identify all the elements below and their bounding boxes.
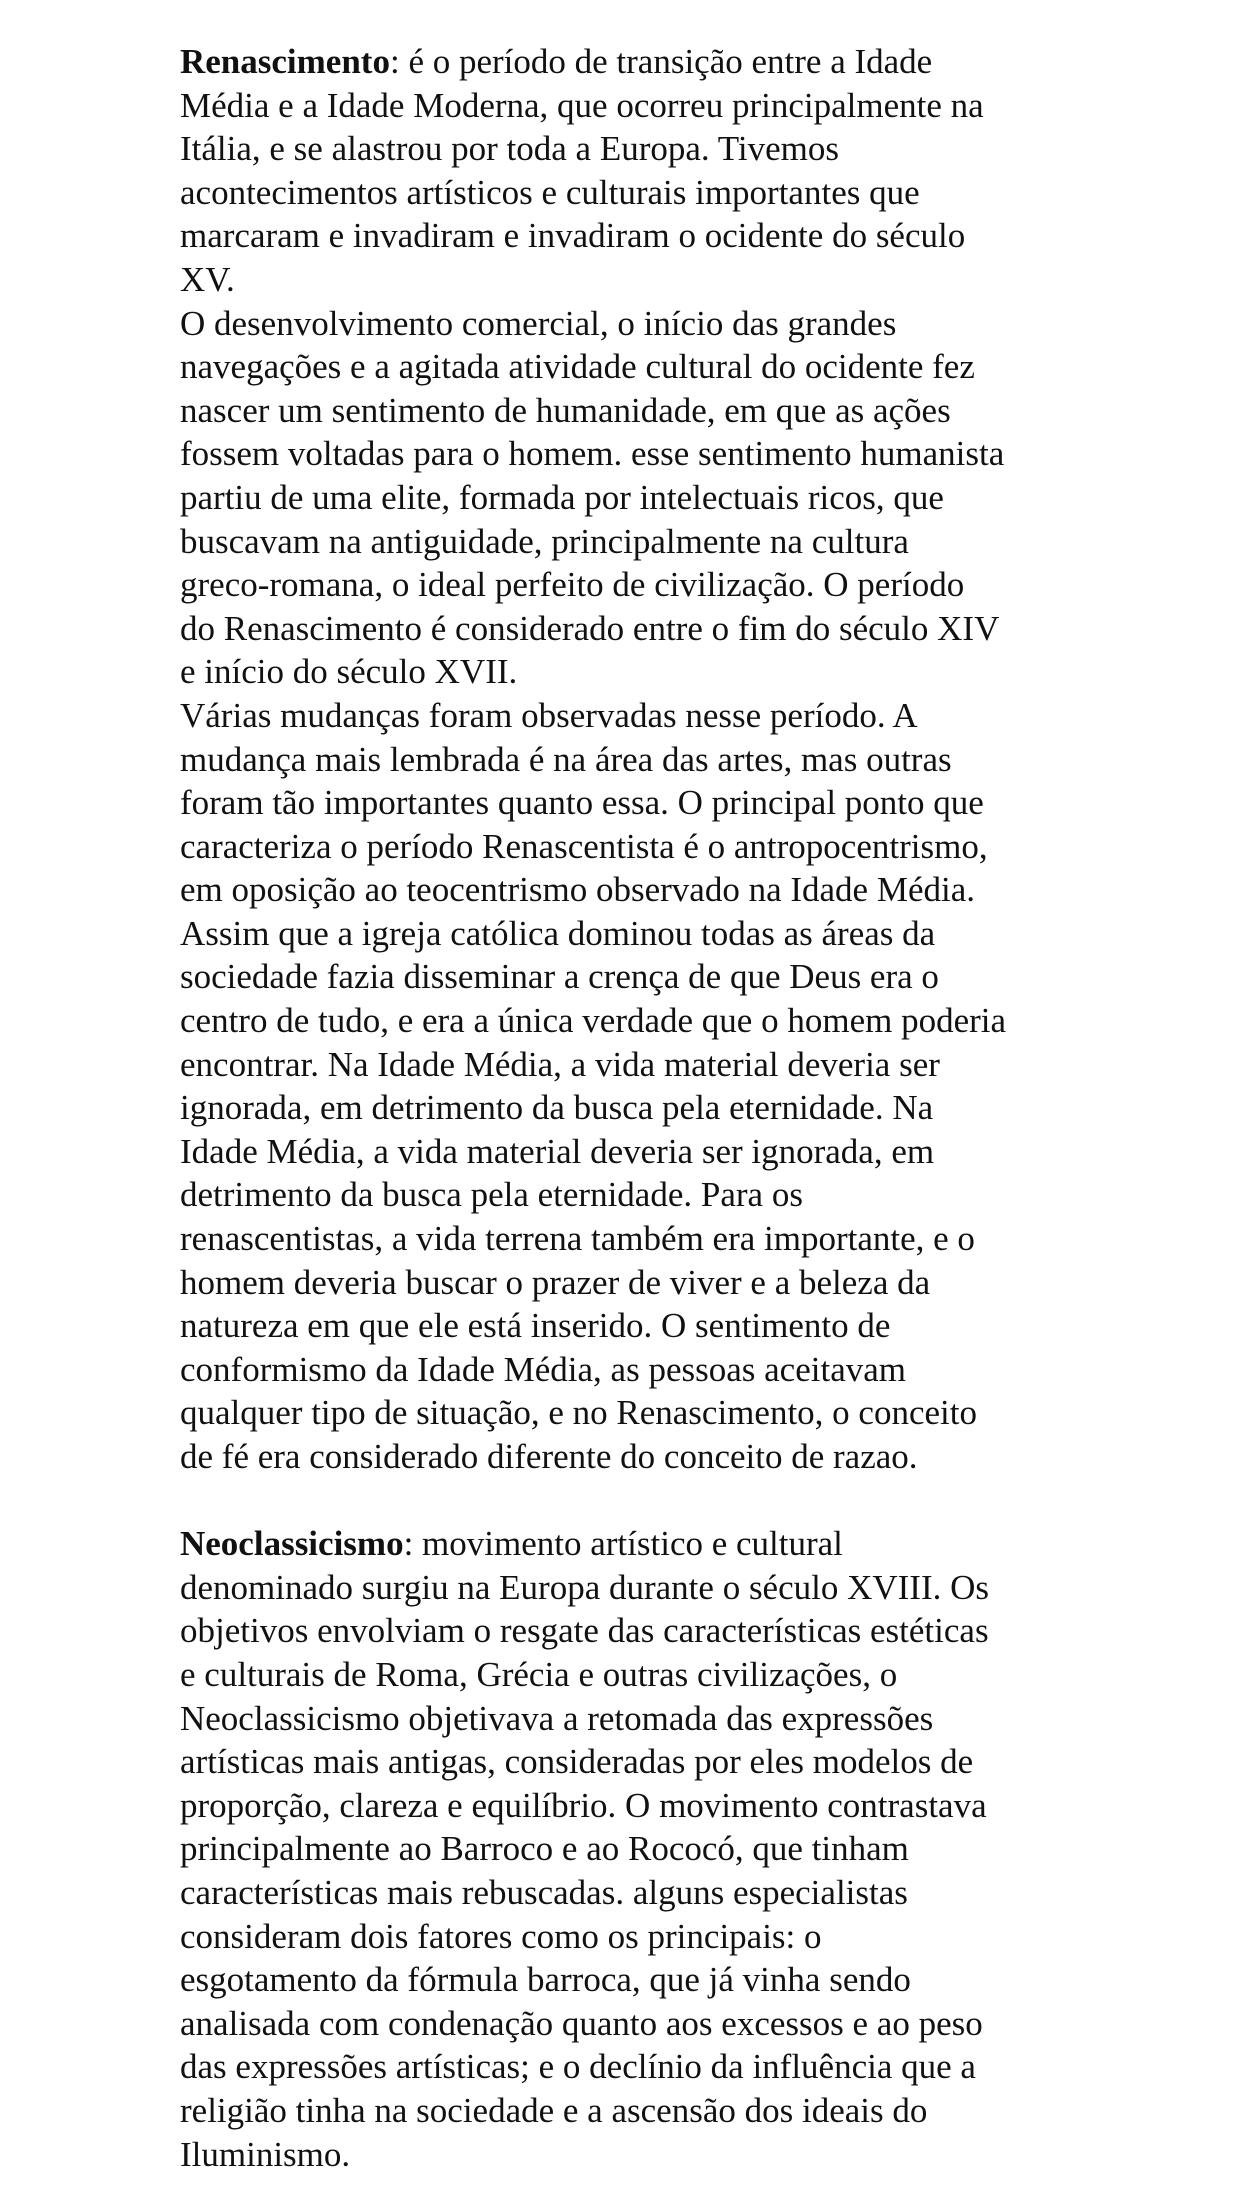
text-line: proporção, clareza e equilíbrio. O movimento contrastava	[180, 1785, 987, 1825]
text-line: Idade Média, a vida material deveria ser ignorada, em	[180, 1131, 935, 1171]
paragraph-gap	[180, 1479, 1180, 1523]
text-line: e culturais de Roma, Grécia e outras civilizações, o	[180, 1654, 898, 1694]
text-line: consideram dois fatores como os principais: o	[180, 1916, 822, 1956]
text-line: fossem voltadas para o homem. esse sentimento humanista	[180, 434, 1005, 474]
text-line: em oposição ao teocentrismo observado na Idade Média.	[180, 870, 976, 910]
text-line: conformismo da Idade Média, as pessoas aceitavam	[180, 1349, 906, 1389]
definition-start: : movimento artístico e cultural	[403, 1524, 843, 1564]
text-line: Assim que a igreja católica dominou todas as áreas da	[180, 913, 936, 953]
term-heading: Renascimento	[180, 42, 390, 81]
text-line: detrimento da busca pela eternidade. Para os	[180, 1175, 803, 1215]
text-line: centro de tudo, e era a única verdade que o homem poderia	[180, 1001, 1007, 1041]
text-line: denominado surgiu na Europa durante o século XVIII. Os	[180, 1567, 990, 1607]
text-line: acontecimentos artísticos e culturais importantes que	[180, 172, 920, 212]
text-line: religião tinha na sociedade e a ascensão dos ideais do	[180, 2090, 928, 2130]
term-heading: Neoclassicismo	[180, 1524, 404, 1564]
text-line: qualquer tipo de situação, e no Renascimento, o conceito	[180, 1393, 977, 1433]
text-line: buscavam na antiguidade, principalmente na cultura	[180, 521, 909, 561]
text-line: partiu de uma elite, formada por intelectuais ricos, que	[180, 477, 944, 517]
text-line: e início do século XVII.	[180, 652, 518, 692]
text-line: nascer um sentimento de humanidade, em que as ações	[180, 390, 951, 430]
text-line: marcaram e invadiram e invadiram o ocidente do século	[180, 216, 966, 256]
text-line: analisada com condenação quanto aos excessos e ao peso	[180, 2003, 983, 2043]
text-line: caracteriza o período Renascentista é o antropocentrismo,	[180, 826, 988, 866]
paragraph-first-line	[180, 40, 1180, 84]
text-line: esgotamento da fórmula barroca, que já vinha sendo	[180, 1960, 911, 2000]
text-line: das expressões artísticas; e o declínio da influência que a	[180, 2047, 976, 2087]
text-line: XV.	[180, 259, 235, 299]
text-line: natureza em que ele está inserido. O sentimento de	[180, 1306, 891, 1346]
text-line: ignorada, em detrimento da busca pela eternidade. Na	[180, 1088, 934, 1128]
text-line: sociedade fazia disseminar a crença de que Deus era o	[180, 957, 939, 997]
text-line: navegações e a agitada atividade cultural do ocidente fez	[180, 347, 975, 387]
text-line: foram tão importantes quanto essa. O principal ponto que	[180, 783, 984, 823]
document-body	[180, 40, 1180, 2176]
definition-start: : é o período de transição entre a Idade	[389, 42, 933, 81]
text-line: do Renascimento é considerado entre o fim do século XIV	[180, 608, 1000, 648]
text-line: greco-romana, o ideal perfeito de civilização. O período	[180, 565, 965, 605]
text-line: homem deveria buscar o prazer de viver e a beleza da	[180, 1262, 931, 1302]
text-line: principalmente ao Barroco e ao Rococó, que tinham	[180, 1829, 909, 1869]
text-line: artísticas mais antigas, consideradas por eles modelos de	[180, 1742, 974, 1782]
text-line: de fé era considerado diferente do conceito de razao.	[180, 1437, 918, 1476]
text-line: Média e a Idade Moderna, que ocorreu principalmente na	[180, 85, 984, 125]
text-line: mudança mais lembrada é na área das artes, mas outras	[180, 739, 952, 779]
text-line: Itália, e se alastrou por toda a Europa. Tivemos	[180, 129, 840, 169]
text-line: O desenvolvimento comercial, o início das grandes	[180, 303, 897, 343]
text-line: Várias mudanças foram observadas nesse período. A	[180, 695, 918, 735]
text-line: renascentistas, a vida terrena também era importante, e o	[180, 1219, 975, 1259]
text-line: Iluminismo.	[180, 2134, 351, 2174]
text-line: Neoclassicismo objetivava a retomada das expressões	[180, 1698, 934, 1738]
paragraph-first-line	[180, 1522, 1180, 1566]
text-line: características mais rebuscadas. alguns especialistas	[180, 1872, 908, 1912]
section-renascimento	[180, 40, 1180, 1479]
text-line: objetivos envolviam o resgate das características estéticas	[180, 1611, 989, 1651]
section-neoclassicismo	[180, 1522, 1180, 2176]
text-line: encontrar. Na Idade Média, a vida material deveria ser	[180, 1044, 940, 1084]
